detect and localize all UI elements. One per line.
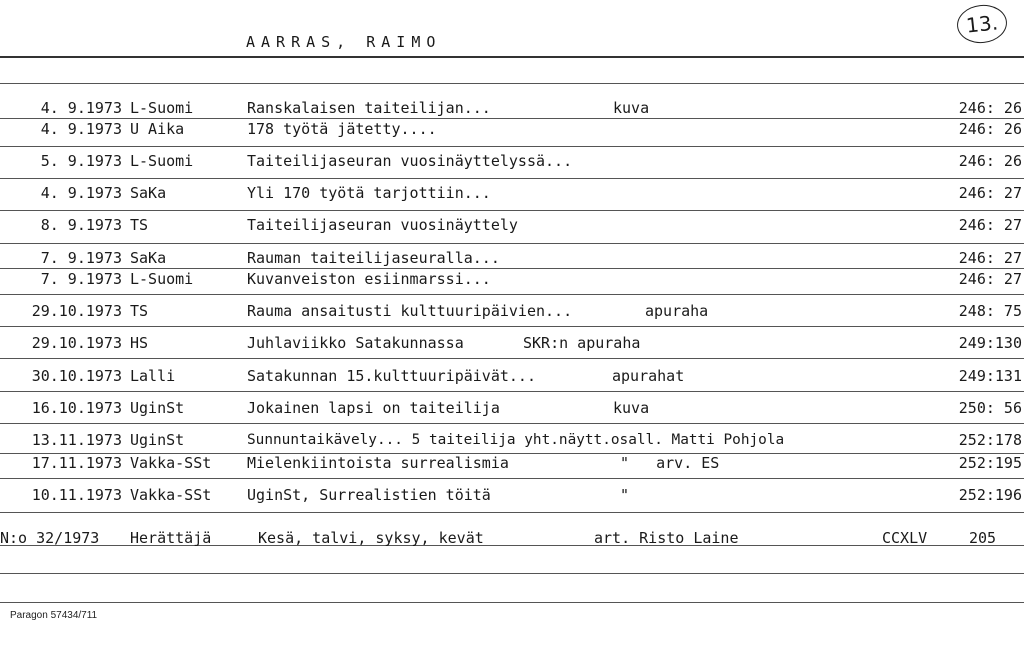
list-item [0,215,1024,235]
entry-source: L-Suomi [130,270,194,288]
list-item [0,151,1024,171]
footer-page: 205 [969,529,997,547]
footer-issue: N:o 32/1973 [0,529,100,547]
entry-text: Juhlaviikko Satakunnassa [247,334,464,352]
list-item [0,485,1024,505]
entry-reference: 249:130 [958,334,1022,352]
entry-date: 7. 9.1973 [40,249,122,267]
entry-reference: 246: 27 [958,216,1022,234]
rule-line [0,391,1024,392]
entry-source: HS [130,334,149,352]
entry-text: Rauman taiteilijaseuralla... [247,249,500,267]
rule-line [0,512,1024,513]
card-title: AARRAS, RAIMO [246,33,442,51]
list-item [0,98,1024,118]
rule-line [0,210,1024,211]
entry-reference: 252:178 [958,431,1022,449]
entry-reference: 250: 56 [958,399,1022,417]
entry-date: 29.10.1973 [31,302,122,320]
printer-mark: Paragon 57434/711 [10,610,98,621]
list-item [0,453,1024,473]
entry-reference: 252:196 [958,486,1022,504]
list-item [0,333,1024,353]
entry-note: " arv. ES [620,454,720,472]
entry-date: 30.10.1973 [31,367,122,385]
entry-reference: 249:131 [958,367,1022,385]
card-number: 13. [964,10,1000,38]
entry-reference: 252:195 [958,454,1022,472]
footer-note: art. Risto Laine [594,529,739,547]
entry-text: Satakunnan 15.kulttuuripäivät... [247,367,536,385]
entry-source: SaKa [130,184,167,202]
entry-source: U Aika [130,120,185,138]
footer-source: Herättäjä [130,529,212,547]
entry-source: Vakka-SSt [130,486,212,504]
list-item [0,183,1024,203]
entry-note: apuraha [645,302,709,320]
entry-text: 178 työtä jätetty.... [247,120,437,138]
entry-date: 13.11.1973 [31,431,122,449]
entry-reference: 246: 26 [958,152,1022,170]
entry-text: Rauma ansaitusti kulttuuripäivien... [247,302,573,320]
entry-note: apurahat [612,367,685,385]
entry-source: UginSt [130,399,185,417]
entry-date: 16.10.1973 [31,399,122,417]
entry-reference: 246: 26 [958,99,1022,117]
rule-line [0,423,1024,424]
rule-line [0,178,1024,179]
entry-reference: 246: 26 [958,120,1022,138]
entry-date: 4. 9.1973 [40,184,122,202]
entry-date: 4. 9.1973 [40,99,122,117]
list-item [0,398,1024,418]
list-item [0,366,1024,386]
entry-source: TS [130,302,149,320]
list-item [0,119,1024,139]
entry-reference: 246: 27 [958,249,1022,267]
entry-reference: 248: 75 [958,302,1022,320]
entry-reference: 246: 27 [958,184,1022,202]
entry-source: Lalli [130,367,176,385]
list-item [0,430,1024,450]
entry-date: 17.11.1973 [31,454,122,472]
entry-text: Taiteilijaseuran vuosinäyttely [247,216,518,234]
entry-date: 5. 9.1973 [40,152,122,170]
footer-volume: CCXLV [882,529,928,547]
rule-line [0,358,1024,359]
card-number-circled [955,2,1009,45]
entry-note: kuva [613,399,650,417]
entry-source: L-Suomi [130,152,194,170]
entry-text: Mielenkiintoista surrealismia [247,454,509,472]
rule-line [0,478,1024,479]
rule-line [0,83,1024,84]
rule-line [0,326,1024,327]
entry-note: SKR:n apuraha [523,334,641,352]
entry-text: Taiteilijaseuran vuosinäyttelyssä... [247,152,573,170]
entry-note: " [620,486,630,504]
footer-text: Kesä, talvi, syksy, kevät [258,529,484,547]
entry-date: 29.10.1973 [31,334,122,352]
rule-line [0,146,1024,147]
entry-text: Yli 170 työtä tarjottiin... [247,184,491,202]
entry-text: Ranskalaisen taiteilijan... [247,99,491,117]
entry-source: UginSt [130,431,185,449]
entry-date: 4. 9.1973 [40,120,122,138]
list-item [0,248,1024,268]
rule-line [0,243,1024,244]
list-item [0,269,1024,289]
entry-text: Sunnuntaikävely... 5 taiteilija yht.näytt.osall. Matti Pohjola [247,432,785,448]
rule-line [0,573,1024,574]
entry-note: kuva [613,99,650,117]
entry-source: SaKa [130,249,167,267]
entry-reference: 246: 27 [958,270,1022,288]
footer-entry [0,528,1024,548]
entry-source: Vakka-SSt [130,454,212,472]
entry-text: Jokainen lapsi on taiteilija [247,399,500,417]
entry-source: L-Suomi [130,99,194,117]
entry-source: TS [130,216,149,234]
rule-line [0,56,1024,58]
list-item [0,301,1024,321]
rule-line [0,602,1024,603]
entry-date: 7. 9.1973 [40,270,122,288]
entry-text: Kuvanveiston esiinmarssi... [247,270,491,288]
entry-date: 8. 9.1973 [40,216,122,234]
entry-date: 10.11.1973 [31,486,122,504]
entry-text: UginSt, Surrealistien töitä [247,486,491,504]
rule-line [0,294,1024,295]
